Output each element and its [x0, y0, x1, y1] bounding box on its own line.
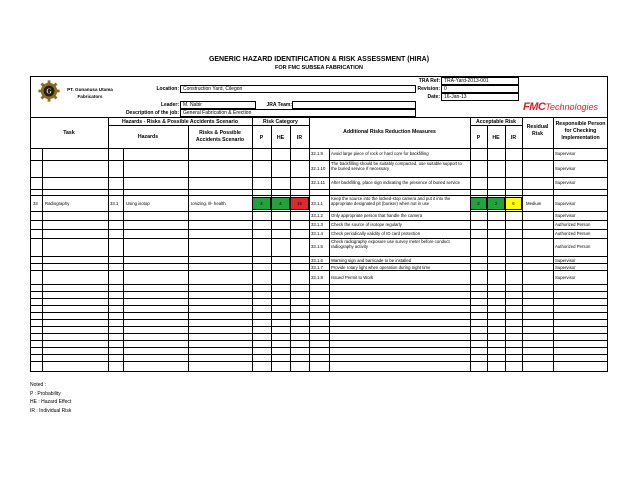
header-residual-line1: Residual	[526, 124, 549, 130]
responsible-person: Supervisor	[555, 166, 576, 171]
notes-probability: P : Probability	[30, 390, 61, 397]
company-name-line2: Fabricators	[77, 94, 103, 99]
header-additional-measures: Additional Risks Reduction Measures	[343, 129, 436, 135]
responsible-person: Authorized Person	[555, 222, 591, 227]
responsible-person: Supervisor	[555, 151, 576, 156]
leader-label: Leader:	[160, 102, 179, 108]
header-risks-line1: Risks & Possible	[199, 130, 241, 136]
risk-scenario: Ionizing, Ill- health	[191, 201, 226, 206]
hazard-name: Using isotop	[126, 201, 150, 206]
measure-no: 32.1.10	[311, 166, 326, 171]
header-acc-he: HE	[492, 135, 500, 141]
risk-he-value: 4	[271, 197, 290, 210]
revision-label: Revision:	[417, 86, 440, 92]
location-label: Location:	[156, 86, 179, 92]
measure-text: The backfilling should be suitably compacted, use suitable support to the buried service if necessary	[331, 161, 462, 171]
responsible-person: Supervisor	[555, 201, 576, 206]
measure-text: Check radiography exposure use survey meter before conduct radiography activity	[331, 239, 450, 249]
svg-text:G: G	[46, 87, 52, 96]
measure-no: 32.1.11	[311, 180, 326, 185]
responsible-person: Authorized Person	[555, 231, 591, 236]
notes	[30, 381, 71, 415]
notes-title: Noted :	[30, 382, 47, 388]
header-acc-ir: IR	[510, 135, 517, 141]
partner-logo	[523, 97, 598, 115]
task-number: 33	[33, 201, 38, 206]
measure-text: Warning sign and barricade to be installed	[331, 258, 412, 263]
acceptable-p-value: 2	[470, 197, 487, 210]
header-risks-line2: Accidents Scenario	[195, 137, 245, 143]
header-p: P	[259, 135, 264, 141]
header-hazards: Hazards	[137, 134, 159, 140]
measure-text: Keep the source into the locked-stop camera and put it into the appropriate designated pit (bunker) when not in use	[331, 196, 451, 206]
responsible-person: Supervisor	[555, 275, 576, 280]
measure-no: 33.1.4	[311, 231, 323, 236]
risk-ir-value: 16	[290, 197, 309, 210]
header-responsible-line3: Implementation	[561, 135, 600, 141]
header-responsible-line1: Responsible Person	[555, 121, 606, 127]
location-field[interactable]: Construction Yard, Cilegon	[180, 85, 416, 93]
task-name: Radiography	[45, 201, 70, 206]
header-risk-category: Risk Category	[263, 119, 298, 125]
jra-team-field[interactable]	[292, 101, 416, 109]
measure-no: 32.1.9	[311, 151, 323, 156]
responsible-person: Supervisor	[555, 265, 576, 270]
responsible-person: Supervisor	[555, 213, 576, 218]
partner-logo-word: Technologies	[545, 102, 599, 112]
measure-no: 33.1.6	[311, 258, 323, 263]
leader-field[interactable]: M. Nabir	[180, 101, 256, 109]
header-acceptable-risk: Acceptable Risk	[475, 119, 517, 125]
date-field[interactable]: 16-Jan-13	[441, 93, 519, 101]
description-label: Description of the job:	[125, 110, 179, 116]
measure-no: 33.1.2	[311, 213, 323, 218]
acceptable-ir-value: 6	[505, 197, 522, 210]
notes-hazard-effect: HE : Hazard Effect	[30, 399, 72, 405]
header-task: Task	[63, 130, 75, 136]
measure-text: Only appropriate person that handle the camera	[331, 213, 423, 218]
date-label: Date:	[427, 94, 440, 100]
measure-text: Check the source of isotope regularly	[331, 222, 402, 227]
measure-text: Check periodically validity of ID card protection	[331, 231, 421, 236]
header-responsible-line2: for Checking	[564, 128, 597, 134]
document-subtitle: FOR FMC SUBSEA FABRICATION	[275, 65, 363, 71]
document-title: GENERIC HAZARD IDENTIFICATION & RISK ASSESSMENT (HIRA)	[208, 56, 430, 63]
jra-team-label: JRA Team:	[266, 102, 292, 108]
header-acc-p: P	[476, 135, 481, 141]
header-ir: IR	[296, 135, 303, 141]
notes-individual-risk: IR : Individual Risk	[30, 407, 72, 414]
hazard-number: 33.1	[110, 201, 119, 206]
acceptable-he-value: 2	[487, 197, 505, 210]
residual-risk: Medium	[526, 201, 542, 206]
description-field[interactable]: General Fabrication & Erection	[180, 109, 416, 117]
measure-no: 33.1.1	[311, 201, 323, 206]
measure-text: Issued Permit to Work	[331, 275, 374, 280]
risk-p-value: 4	[252, 197, 271, 210]
measure-text: Provide rotary light when operation during night time	[331, 265, 431, 270]
responsible-person: Authorized Person	[555, 244, 591, 249]
header-he: HE	[276, 135, 285, 141]
responsible-person: Supervisor	[555, 258, 576, 263]
tra-ref-field[interactable]: TRA-Yard-2013-001	[441, 77, 519, 85]
responsible-person: Supervisor	[555, 180, 576, 185]
measure-no: 33.1.7	[311, 265, 323, 270]
measure-no: 33.1.5	[311, 244, 323, 249]
measure-no: 33.1.8	[311, 275, 323, 280]
measure-text: Avoid large piece of rock or hard core for backfilling	[331, 151, 429, 156]
header-residual-line2: Risk	[532, 131, 543, 137]
measure-no: 33.1.3	[311, 222, 323, 227]
tra-ref-label: TRA Ref:	[418, 78, 440, 84]
company-name-line1: PT. Gunanusa Utama	[67, 87, 113, 92]
measure-text: After backfilling, place sign indicating the presence of buried service	[331, 180, 460, 185]
revision-field[interactable]: 0	[441, 85, 519, 93]
header-hazards-group: Hazards - Risks & Possible Accidents Scenario	[122, 119, 238, 125]
partner-logo-mark: FMC	[523, 101, 546, 113]
gear-logo-icon	[38, 80, 60, 102]
